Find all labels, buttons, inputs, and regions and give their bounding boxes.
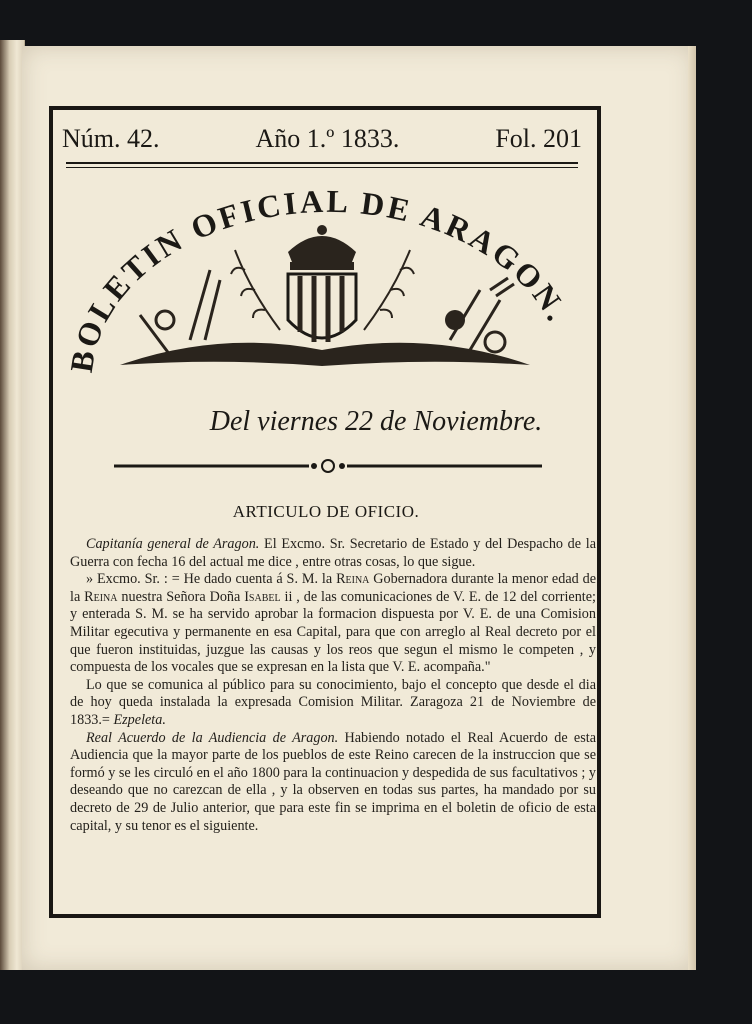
masthead-rule-top: [66, 162, 578, 164]
masthead-rule-bottom: [66, 167, 578, 168]
paragraph-lead: Capitanía general de Aragon.: [86, 536, 260, 552]
ornament-divider-icon: [114, 458, 542, 474]
title-word-aragon: ARAGON.: [416, 197, 577, 329]
paragraph-real-acuerdo: [70, 730, 596, 836]
paragraph-capitania: [70, 536, 596, 571]
title-block: [60, 180, 590, 390]
issue-number: Núm. 42.: [62, 124, 160, 153]
masthead: [62, 124, 582, 158]
issue-date: Del viernes 22 de Noviembre.: [209, 406, 543, 437]
title-word-oficial: OFICIAL: [185, 182, 350, 247]
signature: Ezpeleta.: [113, 711, 166, 728]
paragraph-comunica: Lo que se comunica al público para su conocimiento, bajo el concepto que desde el dia de hoy queda instalada la expresada Comision Militar. Zaragoza 21 de Noviembre de 1833.= Ezpeleta.: [70, 676, 596, 728]
paragraph-text: El Excmo. Sr. Secretario de Estado y del Despacho de la Guerra con fecha 16 del actual me dice , entre otras cosas, lo que sigue.: [70, 536, 596, 570]
paragraph-text: Habiendo notado el Real Acuerdo de esta Audiencia que la mayor parte de los pueblos de este Reino carecen de la instruccion que se formó y se les circuló en el año 1800 para la continuacion y despedida de sus facultativos ; y deseando que no carezcan de ella , y la observen en todas sus partes, ha mandado por su decreto de 29 de Julio anterior, que para este fin se imprima en el boletin de oficio de esta capital, y su tenor es el siguiente.: [70, 729, 596, 834]
page-right-edge: [688, 46, 696, 970]
coat-of-arms-icon: [288, 225, 356, 342]
paragraph-excmo: » Excmo. Sr. : = He dado cuenta á S. M. la Reina Gobernadora durante la menor edad de la Reina nuestra Señora Doña Isabel ii , de las comunicaciones de V. E. de 12 del corriente; y enterada S. M. se ha servido aprobar la formacion dispuesta por V. E. de una Comision Militar egecutiva y permanente en esa Capital, para que con arreglo al Real decreto por el que fueron instituidas, juzgue las causas y los reos que segun el mismo le competen , y compuesta de los vocales que se expresan en la lista que V. E. acompaña.": [70, 571, 596, 676]
title-word-boletin: BOLETIN: [62, 220, 191, 375]
paragraph-lead: Real Acuerdo de la Audiencia de Aragon.: [86, 729, 339, 746]
folio-number: Fol. 201: [495, 124, 582, 153]
article-body: [70, 536, 596, 835]
title-word-de: DE: [358, 184, 416, 229]
issue-year: Año 1.º 1833.: [255, 124, 400, 153]
section-heading: ARTICULO DE OFICIO.: [232, 502, 420, 521]
